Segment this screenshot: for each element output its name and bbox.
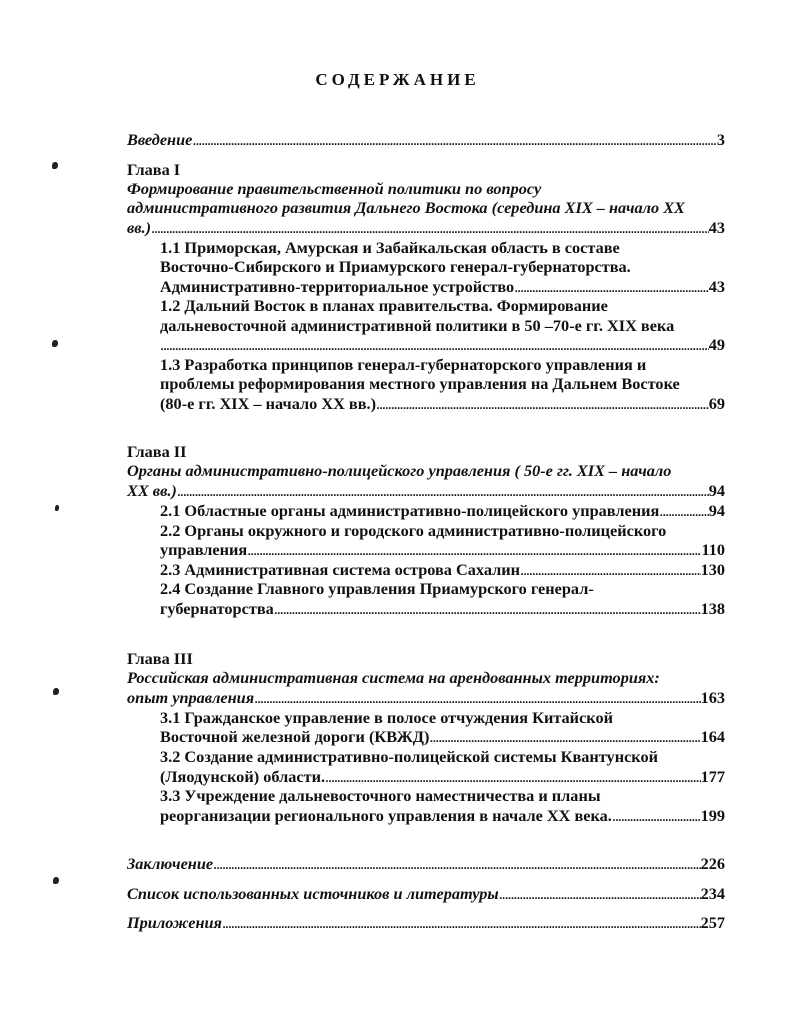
section-line: 3.2 Создание административно-полицейской системы Квантунской [160,747,658,766]
entry-label: 2.1 Областные органы административно-полицейского управления [160,501,660,520]
page-number: 226 [700,854,725,873]
toc-entry-chapter-3[interactable] [127,688,725,708]
section-line: 2.4 Создание Главного управления Приамурского генерал- [160,579,594,598]
entry-label: Приложения [127,913,222,932]
dot-leader [177,481,709,501]
dot-leader [222,913,701,933]
toc-entry-3-1[interactable] [160,727,725,747]
page-number: 43 [708,277,725,296]
dot-leader [429,727,700,747]
scan-speck [55,505,59,511]
entry-label: вв.) [127,218,152,237]
entry-label: Список использованных источников и литературы [127,884,499,903]
dot-leader [254,688,700,708]
scan-speck [53,877,59,884]
entry-label: реорганизации регионального управления в начале XX века. [160,806,612,825]
page-number: 257 [700,913,725,932]
entry-label: (Ляодунской) области. [160,767,326,786]
scan-speck [53,688,59,695]
page-number: 43 [708,218,725,237]
page-number: 164 [700,727,725,746]
page-number: 234 [700,884,725,903]
dot-leader [499,884,701,904]
toc-entry-2-3[interactable] [160,560,725,580]
section-line: проблемы реформирования местного управления на Дальнем Востоке [160,374,680,393]
section-line: дальневосточной административной политики в 50 –70-е гг. XIX века [160,316,675,335]
entry-label: опыт управления [127,688,255,707]
toc-entry-sources[interactable] [127,884,725,904]
entry-label: управления [160,540,248,559]
section-line: 1.1 Приморская, Амурская и Забайкальская область в составе [160,238,620,257]
entry-label: 2.3 Административная система острова Сахалин [160,560,521,579]
toc-entry-2-4[interactable] [160,599,725,619]
section-line: 1.2 Дальний Восток в планах правительства. Формирование [160,296,608,315]
entry-label: Восточной железной дороги (КВЖД) [160,727,430,746]
toc-entry-1-3[interactable] [160,394,725,414]
chapter-heading: Глава II [127,442,187,461]
page-number: 110 [701,540,725,559]
chapter-title-line: Формирование правительственной политики по вопросу [127,179,542,198]
toc-entry-chapter-1[interactable] [127,218,725,238]
section-line: 2.2 Органы окружного и городского административно-полицейского [160,521,667,540]
toc-entry-chapter-2[interactable] [127,481,725,501]
page-number: 199 [700,806,725,825]
dot-leader [160,335,709,355]
page-number: 49 [708,335,725,354]
page-number: 138 [700,599,725,618]
dot-leader [612,806,701,826]
section-line: 3.3 Учреждение дальневосточного наместничества и планы [160,786,601,805]
dot-leader [514,277,709,297]
chapter-title-line: Органы административно-полицейского управления ( 50-е гг. XIX – начало [127,461,672,480]
chapter-heading: Глава III [127,649,193,668]
toc-entry-2-2[interactable] [160,540,725,560]
dot-leader [274,599,701,619]
toc-entry-2-1[interactable] [160,501,725,521]
entry-label: (80-е гг. XIX – начало XX вв.) [160,394,376,413]
entry-label: XX вв.) [127,481,177,500]
page-number: 163 [700,688,725,707]
section-line: 3.1 Гражданское управление в полосе отчуждения Китайской [160,708,613,727]
chapter-title-line: административного развития Дальнего Востока (середина XIX – начало XX [127,198,685,217]
dot-leader [325,767,701,787]
dot-leader [213,854,700,874]
toc-entry-conclusion[interactable] [127,854,725,874]
chapter-heading: Глава I [127,160,181,179]
page-number: 69 [708,394,725,413]
toc-entry-intro[interactable] [127,130,725,150]
scan-speck [52,162,58,169]
dot-leader [247,540,701,560]
dot-leader [520,560,701,580]
chapter-title-line: Российская административная система на арендованных территориях: [127,668,660,687]
entry-label: Заключение [127,854,214,873]
dot-leader [376,394,709,414]
entry-label: Введение [127,130,193,149]
toc-entry-appendix[interactable] [127,913,725,933]
entry-label: губернаторства [160,599,274,618]
dot-leader [151,218,709,238]
toc-entry-1-2[interactable] [160,335,725,355]
scan-speck [52,340,58,347]
toc-entry-3-2[interactable] [160,767,725,787]
dot-leader [192,130,716,150]
toc-entry-1-1[interactable] [160,277,725,297]
page-number: 94 [708,501,725,520]
entry-label: Административно-территориальное устройство [160,277,515,296]
page-number: 130 [700,560,725,579]
section-line: Восточно-Сибирского и Приамурского генерал-губернаторства. [160,257,631,276]
page-number: 94 [708,481,725,500]
toc-entry-3-3[interactable] [160,806,725,826]
page-title: СОДЕРЖАНИЕ [315,70,480,89]
dot-leader [659,501,708,521]
page-number: 177 [700,767,725,786]
section-line: 1.3 Разработка принципов генерал-губернаторского управления и [160,355,647,374]
page-number: 3 [716,130,725,149]
